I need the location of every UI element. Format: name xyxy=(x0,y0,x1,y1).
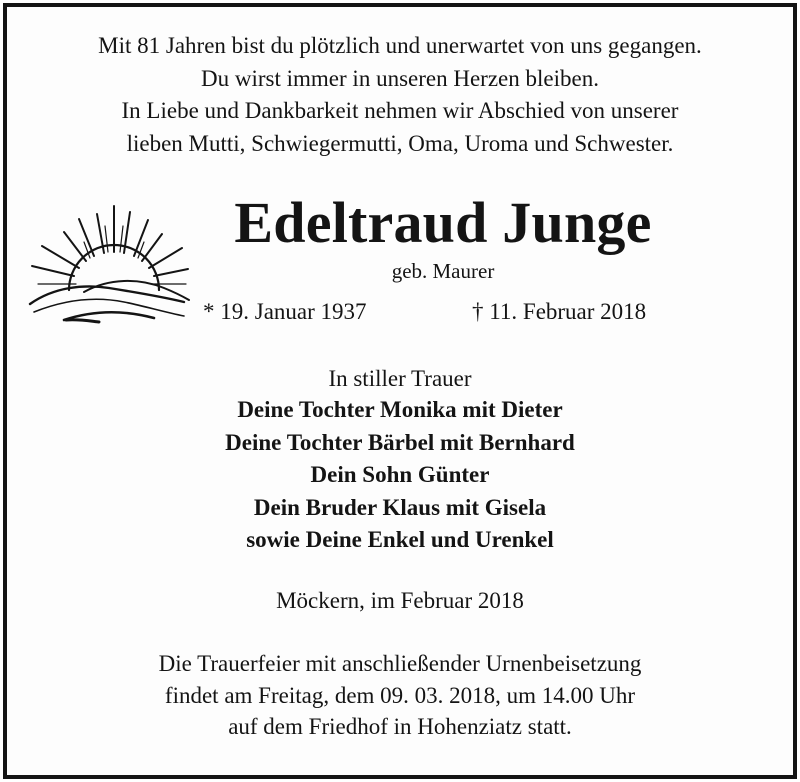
intro-line: Mit 81 Jahren bist du plötzlich und unerwartet von uns gegangen. xyxy=(98,33,702,58)
funeral-line: auf dem Friedhof in Hohenziatz statt. xyxy=(228,714,572,739)
birth-date: * 19. Januar 1937 xyxy=(203,299,367,324)
mourning-label: In stiller Trauer xyxy=(328,366,472,391)
intro-text xyxy=(0,30,800,160)
funeral-line: Die Trauerfeier mit anschließender Urnenbeisetzung xyxy=(158,651,642,676)
death-date: † 11. Februar 2018 xyxy=(472,299,647,324)
deceased-name: Edeltraud Junge xyxy=(234,190,652,255)
funeral-details xyxy=(0,648,800,743)
place-date: Möckern, im Februar 2018 xyxy=(276,588,524,613)
family-line: Deine Tochter Monika mit Dieter xyxy=(237,397,563,422)
intro-line: In Liebe und Dankbarkeit nehmen wir Abschied von unserer xyxy=(121,98,679,123)
family-line: Dein Sohn Günter xyxy=(310,462,490,487)
family-line: Dein Bruder Klaus mit Gisela xyxy=(253,494,547,520)
funeral-line: findet am Freitag, dem 09. 03. 2018, um 14.00 Uhr xyxy=(164,682,636,708)
family-list xyxy=(0,394,800,557)
family-line: Deine Tochter Bärbel mit Bernhard xyxy=(225,429,575,455)
birth-name: geb. Maurer xyxy=(391,259,495,283)
intro-line: lieben Mutti, Schwiegermutti, Oma, Uroma und Schwester. xyxy=(126,130,674,156)
intro-line: Du wirst immer in unseren Herzen bleiben. xyxy=(201,65,599,91)
family-line: sowie Deine Enkel und Urenkel xyxy=(246,527,554,552)
